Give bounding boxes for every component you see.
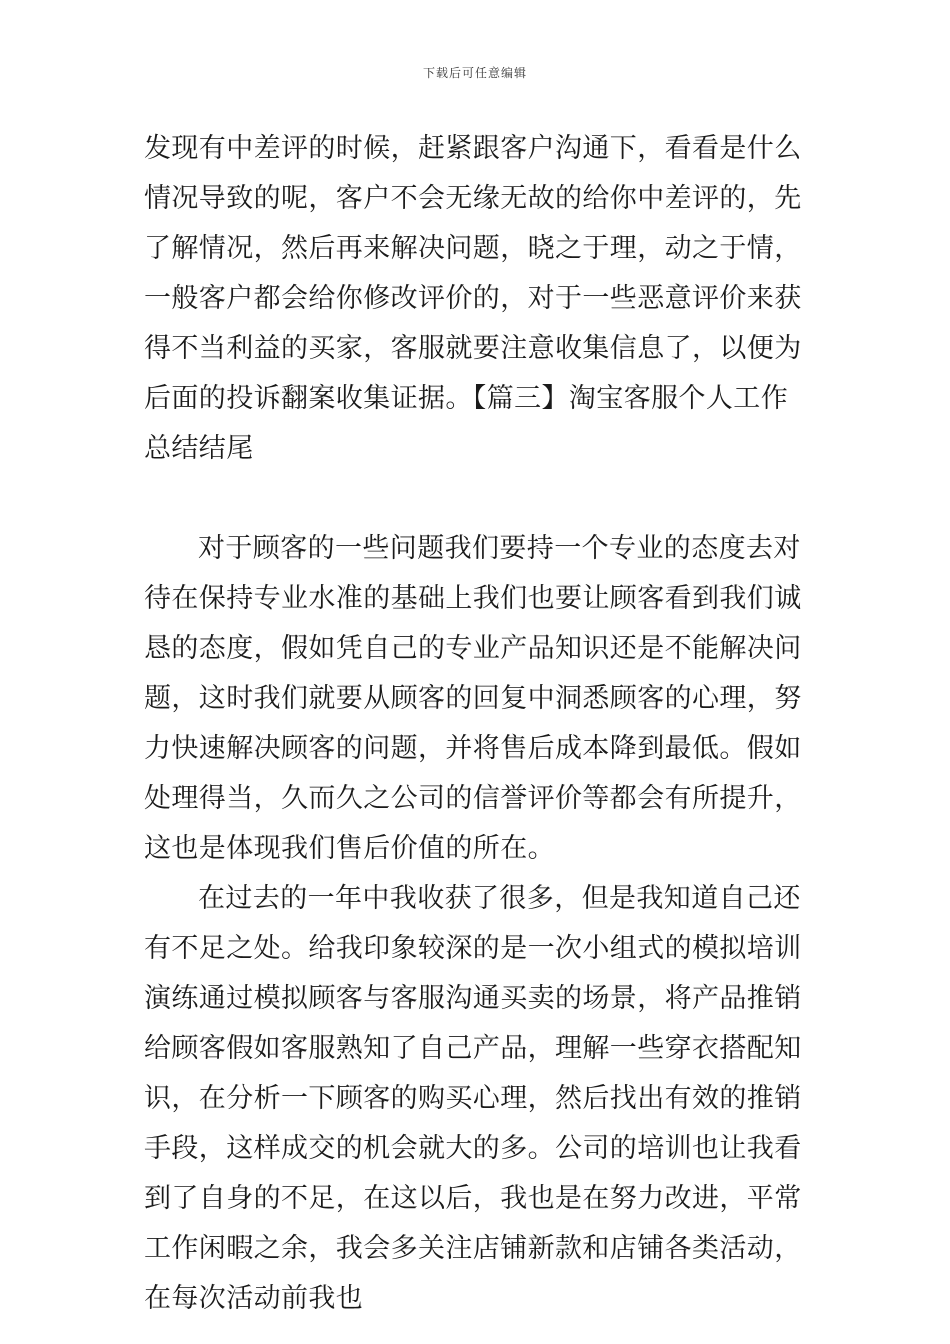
paragraph-3: 在过去的一年中我收获了很多，但是我知道自己还有不足之处。给我印象较深的是一次小组式的模拟培训演练通过模拟顾客与客服沟通买卖的场景，将产品推销给顾客假如客服熟知了自己产品，理解一些穿衣搭配知识，在分析一下顾客的购买心理，然后找出有效的推销手段，这样成交的机会就大的多。公司的培训也让我看到了自身的不足，在这以后，我也是在努力改进，平常工作闲暇之余，我会多关注店铺新款和店铺各类活动，在每次活动前我也 <box>144 883 802 1314</box>
header-note: 下载后可任意编辑 <box>422 66 527 80</box>
paragraph-2: 对于顾客的一些问题我们要持一个专业的态度去对待在保持专业水准的基础上我们也要让顾客看到我们诚恳的态度，假如凭自己的专业产品知识还是不能解决问题，这时我们就要从顾客的回复中洞悉顾客的心理，努力快速解决顾客的问题，并将售后成本降到最低。假如处理得当，久而久之公司的信誉评价等都会有所提升，这也是体现我们售后价值的所在。 <box>144 533 802 864</box>
paragraph-1: 发现有中差评的时候，赶紧跟客户沟通下，看看是什么情况导致的呢，客户不会无缘无故的给你中差评的，先了解情况，然后再来解决问题，晓之于理，动之于情，一般客户都会给你修改评价的，对于一些恶意评价来获得不当利益的买家，客服就要注意收集信息了，以便为后面的投诉翻案收集证据。【篇三】淘宝客服个人工作总结结尾 <box>144 133 802 464</box>
paragraph-gap <box>144 474 806 524</box>
document-body <box>144 124 806 1324</box>
